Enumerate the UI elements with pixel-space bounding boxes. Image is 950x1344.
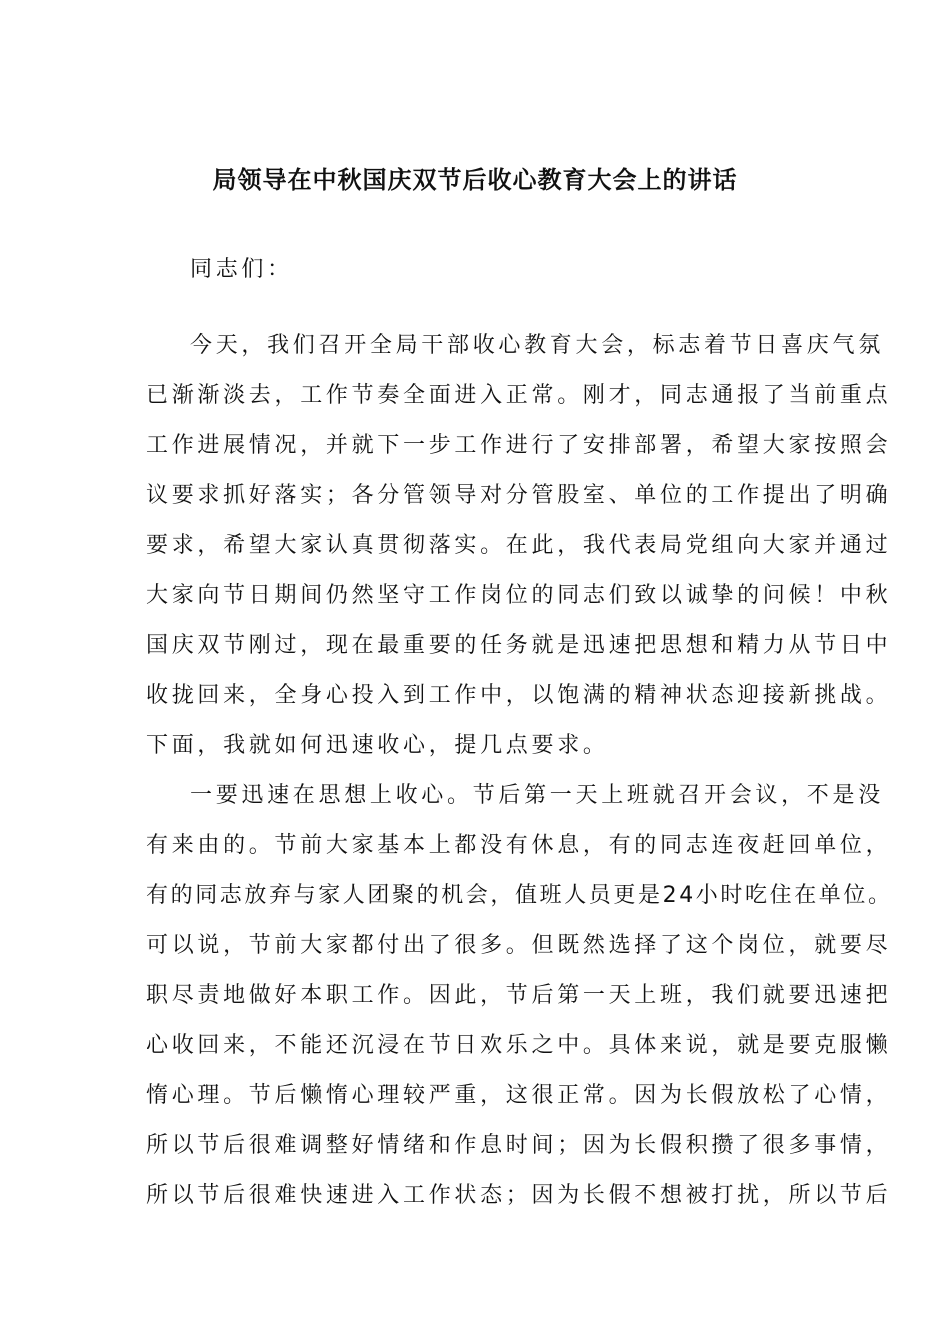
paragraph-line: 所以节后很难快速进入工作状态；因为长假不想被打扰，所以节后 bbox=[146, 1183, 892, 1208]
paragraph-line: 所以节后很难调整好情绪和作息时间；因为长假积攒了很多事情， bbox=[146, 1133, 892, 1158]
paragraph-line: 大家向节日期间仍然坚守工作岗位的同志们致以诚挚的问候！中秋 bbox=[146, 583, 892, 608]
paragraph-line: 下面，我就如何迅速收心，提几点要求。 bbox=[146, 733, 609, 758]
paragraph-line: 职尽责地做好本职工作。因此，节后第一天上班，我们就要迅速把 bbox=[146, 983, 892, 1008]
paragraph-line: 今天，我们召开全局干部收心教育大会，标志着节日喜庆气氛 bbox=[190, 333, 884, 358]
paragraph-line: 工作进展情况，并就下一步工作进行了安排部署，希望大家按照会 bbox=[146, 433, 892, 458]
paragraph-line: 惰心理。节后懒惰心理较严重，这很正常。因为长假放松了心情， bbox=[146, 1083, 892, 1108]
paragraph-line: 可以说，节前大家都付出了很多。但既然选择了这个岗位，就要尽 bbox=[146, 933, 892, 958]
paragraph-line: 收拢回来，全身心投入到工作中，以饱满的精神状态迎接新挑战。 bbox=[146, 683, 892, 708]
paragraph-line: 议要求抓好落实；各分管领导对分管股室、单位的工作提出了明确 bbox=[146, 483, 892, 508]
paragraph-line: 要求，希望大家认真贯彻落实。在此，我代表局党组向大家并通过 bbox=[146, 533, 892, 558]
paragraph-line: 心收回来，不能还沉浸在节日欢乐之中。具体来说，就是要克服懒 bbox=[146, 1033, 892, 1058]
paragraph-line: 一要迅速在思想上收心。节后第一天上班就召开会议，不是没 bbox=[190, 783, 884, 808]
salutation-line: 同志们： bbox=[190, 257, 293, 282]
paragraph-line: 有来由的。节前大家基本上都没有休息，有的同志连夜赶回单位， bbox=[146, 833, 892, 858]
document-title: 局领导在中秋国庆双节后收心教育大会上的讲话 bbox=[212, 166, 738, 194]
paragraph-line: 已渐渐淡去，工作节奏全面进入正常。刚才，同志通报了当前重点 bbox=[146, 383, 892, 408]
paragraph-line: 国庆双节刚过，现在最重要的任务就是迅速把思想和精力从节日中 bbox=[146, 633, 892, 658]
paragraph-line: 有的同志放弃与家人团聚的机会，值班人员更是24小时吃住在单位。 bbox=[146, 883, 893, 908]
